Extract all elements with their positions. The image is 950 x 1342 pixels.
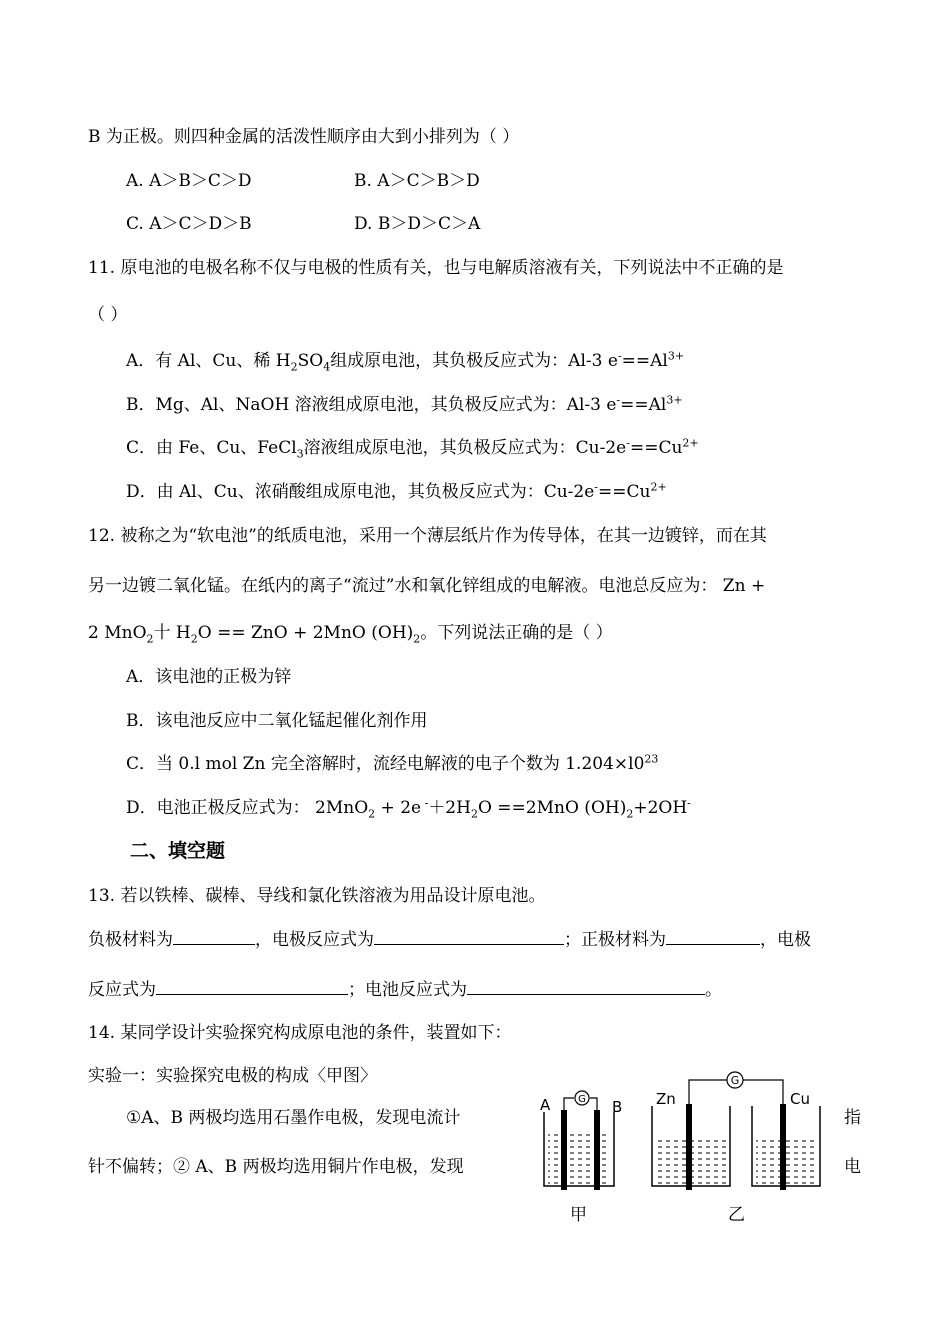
q10-option-d: D. B＞D＞C＞A (354, 214, 481, 234)
svg-text:乙: 乙 (728, 1205, 745, 1225)
svg-text:A: A (540, 1096, 551, 1114)
svg-text:G: G (578, 1094, 586, 1105)
q14-para2-end: 电 (844, 1157, 861, 1177)
answer-blank[interactable] (374, 928, 564, 945)
answer-blank[interactable] (666, 928, 760, 945)
svg-text:Zn: Zn (656, 1090, 676, 1108)
q12-option-a: A．该电池的正极为锌 (126, 667, 292, 687)
q14-exp1: 实验一：实验探究电极的构成〈甲图〉 (88, 1066, 377, 1086)
q12-option-c: C．当 0.l mol Zn 完全溶解时，流经电解液的电子个数为 $1.204\times l0^{23}$ (126, 752, 659, 774)
q11-option-d: D．由 Al、Cu、浓硝酸组成原电池，其负极反应式为：$Cu-2e^-==Cu^{2+}$ (126, 480, 667, 502)
q12-option-d: D．电池正极反应式为： 2MnO$_2$ + 2e $^-+2H_2O ==2MnO$ $(OH)_2+2OH^-$ (126, 796, 691, 821)
q12-line2: 另一边镀二氧化锰。在纸内的离子“流过”水和氧化锌组成的电解液。电池总反应为： Zn + (88, 576, 766, 596)
answer-blank[interactable] (173, 928, 255, 945)
q11-option-a: A．有 Al、Cu、稀 $H_2SO_4$组成原电池，其负极反应式为：Al-3 $e^-==Al^{3+}$ (126, 349, 685, 374)
answer-blank[interactable] (156, 978, 348, 995)
q12-option-b: B．该电池反应中二氧化锰起催化剂作用 (126, 711, 428, 731)
q10-option-a: A. A＞B＞C＞D (126, 171, 252, 191)
q12-line1: 12. 被称之为“软电池”的纸质电池，采用一个薄层纸片作为传导体，在其一边镀锌，而在其 (88, 526, 767, 546)
electrode-a (561, 1110, 567, 1190)
svg-text:G: G (730, 1074, 740, 1087)
electrode-cu (780, 1104, 786, 1190)
beaker-jia (540, 1091, 622, 1225)
svg-text:甲: 甲 (570, 1205, 587, 1225)
q14-para1: ①A、B 两极均选用石墨作电极，发现电流计 (126, 1108, 461, 1128)
q10-tail: B 为正极。则四种金属的活泼性顺序由大到小排列为（ ） (88, 127, 520, 147)
q10-option-b: B. A＞C＞B＞D (354, 171, 480, 191)
q13-line1: 负极材料为 ，电极反应式为 ；正极材料为 ，电极 (88, 930, 811, 950)
q11-option-b: B．Mg、Al、NaOH 溶液组成原电池，其负极反应式为：Al-3 $e^-==Al^{3+}$ (126, 393, 683, 415)
electrode-zn (686, 1104, 692, 1190)
q12-line3: 2 MnO$_2$十 $H_2O$ == ZnO + 2MnO $(OH)_2$。下列说法正确的是（ ） (88, 623, 613, 646)
section-heading: 二、填空题 (130, 840, 226, 862)
q11-stem: 11. 原电池的电极名称不仅与电极的性质有关，也与电解质溶液有关，下列说法中不正确的是 (88, 258, 784, 278)
beaker-yi (652, 1072, 820, 1225)
q11-option-c: C．由 Fe、Cu、FeCl$_3$溶液组成原电池，其负极反应式为：$Cu-2e^-==Cu^{2+}$ (126, 436, 699, 461)
svg-text:B: B (612, 1098, 623, 1116)
apparatus-figure (530, 1060, 830, 1235)
answer-blank[interactable] (467, 978, 705, 995)
q13-stem: 13. 若以铁棒、碳棒、导线和氯化铁溶液为用品设计原电池。 (88, 886, 546, 906)
q10-option-c: C. A＞C＞D＞B (126, 214, 252, 234)
q13-line2: 反应式为 ；电池反应式为 。 (88, 980, 722, 1000)
electrode-b (594, 1110, 600, 1190)
q14-para1-end: 指 (844, 1108, 861, 1128)
q14-para2: 针不偏转；② A、B 两极均选用铜片作电极，发现 (88, 1157, 464, 1177)
q14-stem: 14. 某同学设计实验探究构成原电池的条件，装置如下： (88, 1023, 512, 1043)
q11-paren: （ ） (88, 305, 128, 325)
svg-text:Cu: Cu (790, 1090, 810, 1108)
